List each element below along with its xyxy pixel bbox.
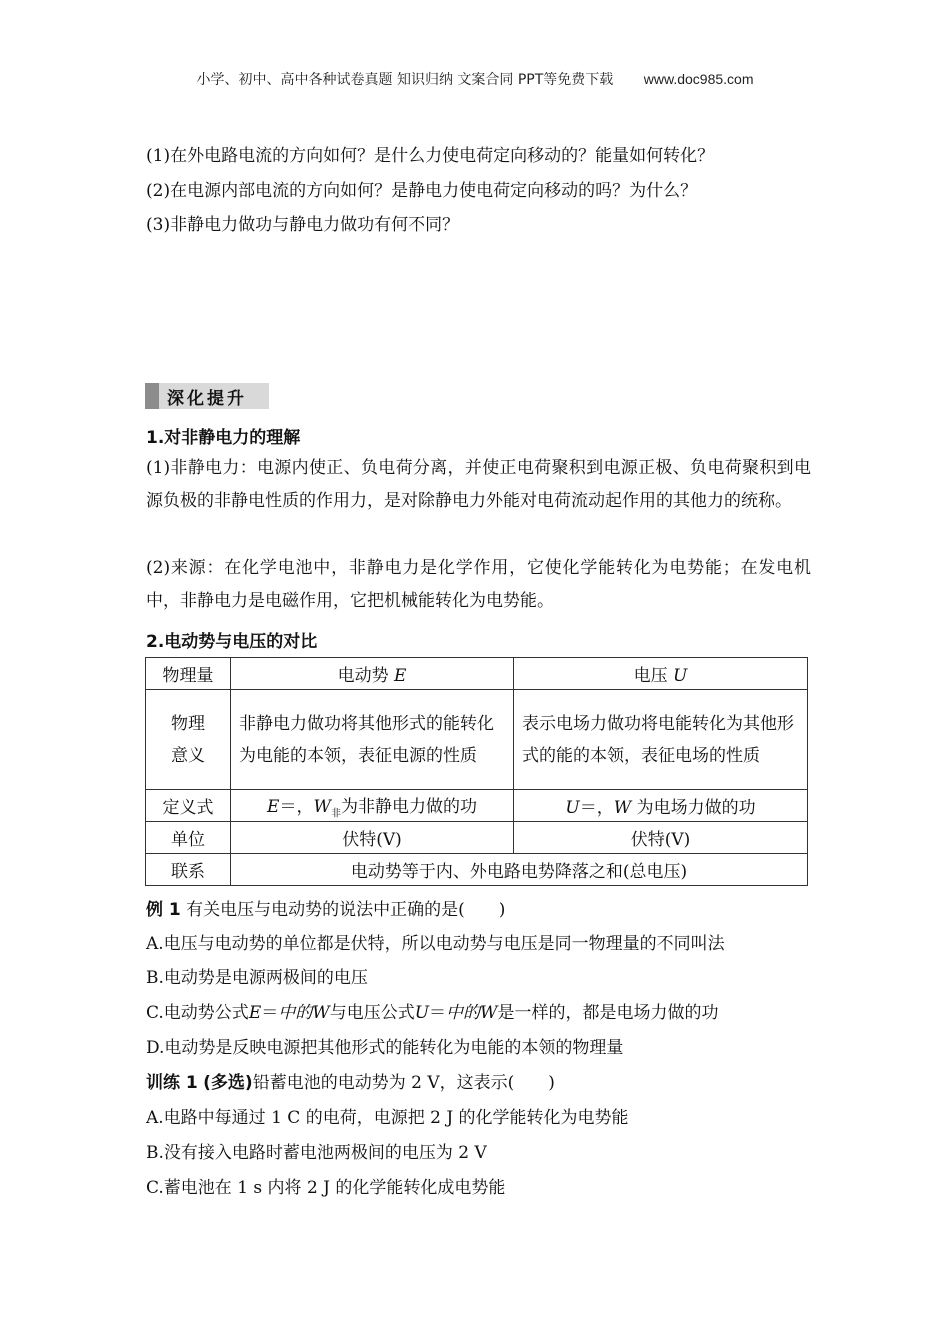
cell-unit-emf: 伏特(V) [231,822,514,854]
row-label-meaning: 物理 意义 [146,690,231,790]
table-row [146,658,808,690]
question-1: (1)在外电路电流的方向如何？是什么力使电荷定向移动的？能量如何转化？ [146,146,715,166]
section-header [145,383,269,409]
paragraph-definition: (1)非静电力：电源内使正、负电荷分离，并使正电荷聚积到电源正极、负电荷聚积到电源负极的非静电性质的作用力，是对除静电力外能对电荷流动起作用的其他力的统称。 [146,458,811,511]
cell-definition-voltage: U＝，W 为电场力做的功 [514,790,808,822]
training-1-option-b: B.没有接入电路时蓄电池两极间的电压为 2 V [146,1143,487,1163]
section-title: 深化提升 [167,388,247,409]
cell-unit-voltage: 伏特(V) [514,822,808,854]
table-row [146,790,808,822]
heading-nonelectrostatic: 1.对非静电力的理解 [146,428,301,448]
cell-meaning-emf: 非静电力做功将其他形式的能转化为电能的本领，表征电源的性质 [231,690,514,790]
table-header-voltage: 电压 U [514,658,808,690]
header-site-link[interactable]: www.doc985.com [643,71,754,87]
question-2: (2)在电源内部电流的方向如何？是静电力使电荷定向移动的吗？为什么？ [146,181,698,201]
table-row [146,854,808,886]
question-3: (3)非静电力做功与静电力做功有何不同？ [146,215,460,235]
table-row [146,690,808,790]
cell-definition-emf: E＝，$W_非$为非静电力做的功 [231,790,514,822]
page-header [0,69,950,89]
paragraph-source: (2)来源：在化学电池中，非静电力是化学作用，它使化学能转化为电势能；在发电机中，非静电力是电磁作用，它把机械能转化为电势能。 [146,558,811,611]
table-row [146,822,808,854]
comparison-table [145,657,808,886]
training-1-option-c: C.蓄电池在 1 s 内将 2 J 的化学能转化成电势能 [146,1178,506,1198]
row-label-relation: 联系 [146,854,231,886]
heading-comparison: 2.电动势与电压的对比 [146,632,318,652]
row-label-definition: 定义式 [146,790,231,822]
table-header-quantity: 物理量 [146,658,231,690]
cell-relation: 电动势等于内、外电路电势降落之和(总电压) [231,854,808,886]
example-1-option-d: D.电动势是反映电源把其他形式的能转化为电能的本领的物理量 [146,1038,624,1058]
section-marker [145,383,159,409]
example-1-stem: 例 1 有关电压与电动势的说法中正确的是( ) [146,900,506,920]
example-1-option-b: B.电动势是电源两极间的电压 [146,968,368,988]
row-label-unit: 单位 [146,822,231,854]
header-text: 小学、初中、高中各种试卷真题 知识归纳 文案合同 PPT等免费下载 [196,72,614,88]
example-1-option-a: A.电压与电动势的单位都是伏特，所以电动势与电压是同一物理量的不同叫法 [146,934,725,954]
training-1-stem: 训练 1 (多选)铅蓄电池的电动势为 2 V，这表示( ) [146,1073,555,1093]
training-1-option-a: A.电路中每通过 1 C 的电荷，电源把 2 J 的化学能转化为电势能 [146,1108,629,1128]
example-1-option-c: C.电动势公式E＝中的W与电压公式U＝中的W是一样的，都是电场力做的功 [146,1003,719,1023]
cell-meaning-voltage: 表示电场力做功将电能转化为其他形式的能的本领，表征电场的性质 [514,690,808,790]
table-header-emf: 电动势 E [231,658,514,690]
